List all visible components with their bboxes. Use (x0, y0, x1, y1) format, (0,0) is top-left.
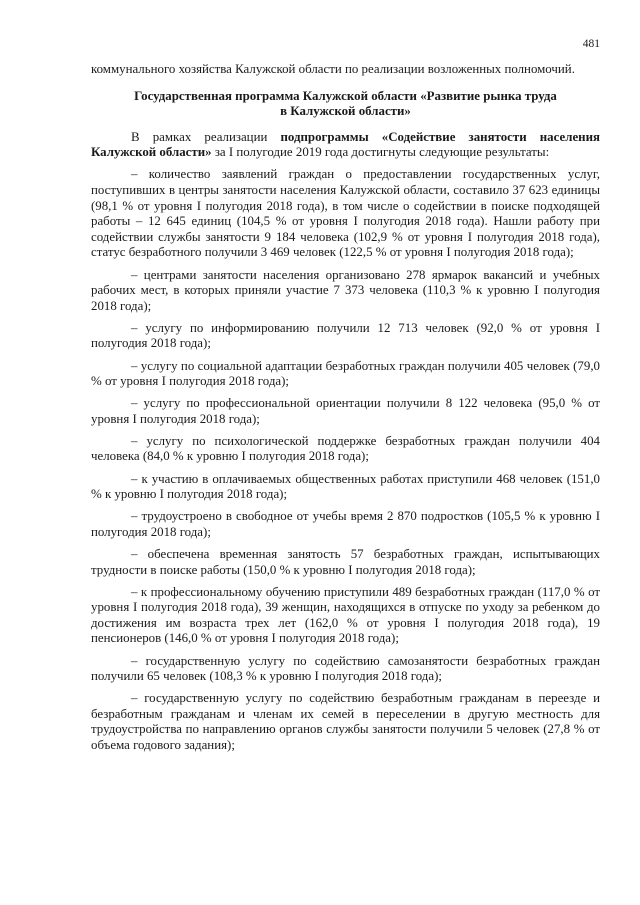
lead-suffix: за I полугодие 2019 года достигнуты следующие результаты: (211, 145, 550, 160)
section-heading-line-1: Государственная программа Калужской области «Развитие рынка труда (134, 88, 557, 103)
result-item-5: – услугу по профессиональной ориентации получили 8 122 человека (95,0 % от уровня I полугодия 2018 года); (91, 396, 600, 426)
result-item-4: – услугу по социальной адаптации безработных граждан получили 405 человек (79,0 % от уровня I полугодия 2018 года); (91, 358, 600, 389)
document-body (91, 62, 600, 760)
result-item-10: – к профессиональному обучению приступили 489 безработных граждан (117,0 % от уровня I полугодия 2018 года), 39 женщин, находящихся в отпуске по уходу за ребенком до достижения им возраста трех лет (162,0 % от уровня I полугодия 2018 года), 19 пенсионеров (146,0 % от уровня I полугодия 2018 года); (91, 584, 600, 646)
subprogram-title: подпрограммы «Содействие занятости населения Калужской области» (91, 129, 600, 160)
result-item-6: – услугу по психологической поддержке безработных граждан получили 404 человека (84,0 % к уровню I полугодия 2018 года); (91, 433, 600, 464)
lead-paragraph (91, 130, 600, 161)
result-item-7: – к участию в оплачиваемых общественных работах приступили 468 человек (151,0 % к уровню I полугодия 2018 года); (91, 471, 600, 502)
section-heading-line-2: в Калужской области» (280, 104, 411, 119)
result-item-12: – государственную услугу по содействию безработным гражданам в переезде и безработным гражданам и членам их семей в переселении в другую местность для трудоустройства по направлению органов службы занятости получили 5 человек (27,8 % от объема годового задания); (91, 691, 600, 752)
result-item-9: – обеспечена временная занятость 57 безработных граждан, испытывающих трудности в поиске работы (150,0 % к уровню I полугодия 2018 года); (91, 546, 600, 577)
result-item-3: – услугу по информированию получили 12 713 человек (92,0 % от уровня I полугодия 2018 года); (91, 320, 600, 351)
result-item-11: – государственную услугу по содействию самозанятости безработных граждан получили 65 человек (108,3 % к уровню I полугодия 2018 года); (91, 653, 600, 684)
result-item-2: – центрами занятости населения организовано 278 ярмарок вакансий и учебных рабочих мест, в которых приняли участие 7 373 человека (110,3 % к уровню I полугодия 2018 года); (91, 267, 600, 313)
page-number: 481 (582, 38, 600, 50)
intro-paragraph: коммунального хозяйства Калужской области по реализации возложенных полномочий. (91, 62, 575, 76)
section-heading (91, 89, 600, 120)
lead-prefix: В рамках реализации (131, 129, 281, 144)
result-item-1: – количество заявлений граждан о предоставлении государственных услуг, поступивших в центры занятости населения Калужской области, составило 37 623 единицы (98,1 % от уровня I полугодия 2018 года), в том числе о содействии в поиске подходящей работы – 12 645 единиц (104,5 % от уровня I полугодия 2018 года). Нашли работу при содействии службы занятости 9 184 человека (102,9 % от уровня I полугодия 2018 года), статус безработного получили 3 469 человек (122,5 % от уровня I полугодия 2018 года); (91, 167, 600, 260)
result-item-8: – трудоустроено в свободное от учебы время 2 870 подростков (105,5 % к уровню I полугодия 2018 года); (91, 509, 600, 539)
